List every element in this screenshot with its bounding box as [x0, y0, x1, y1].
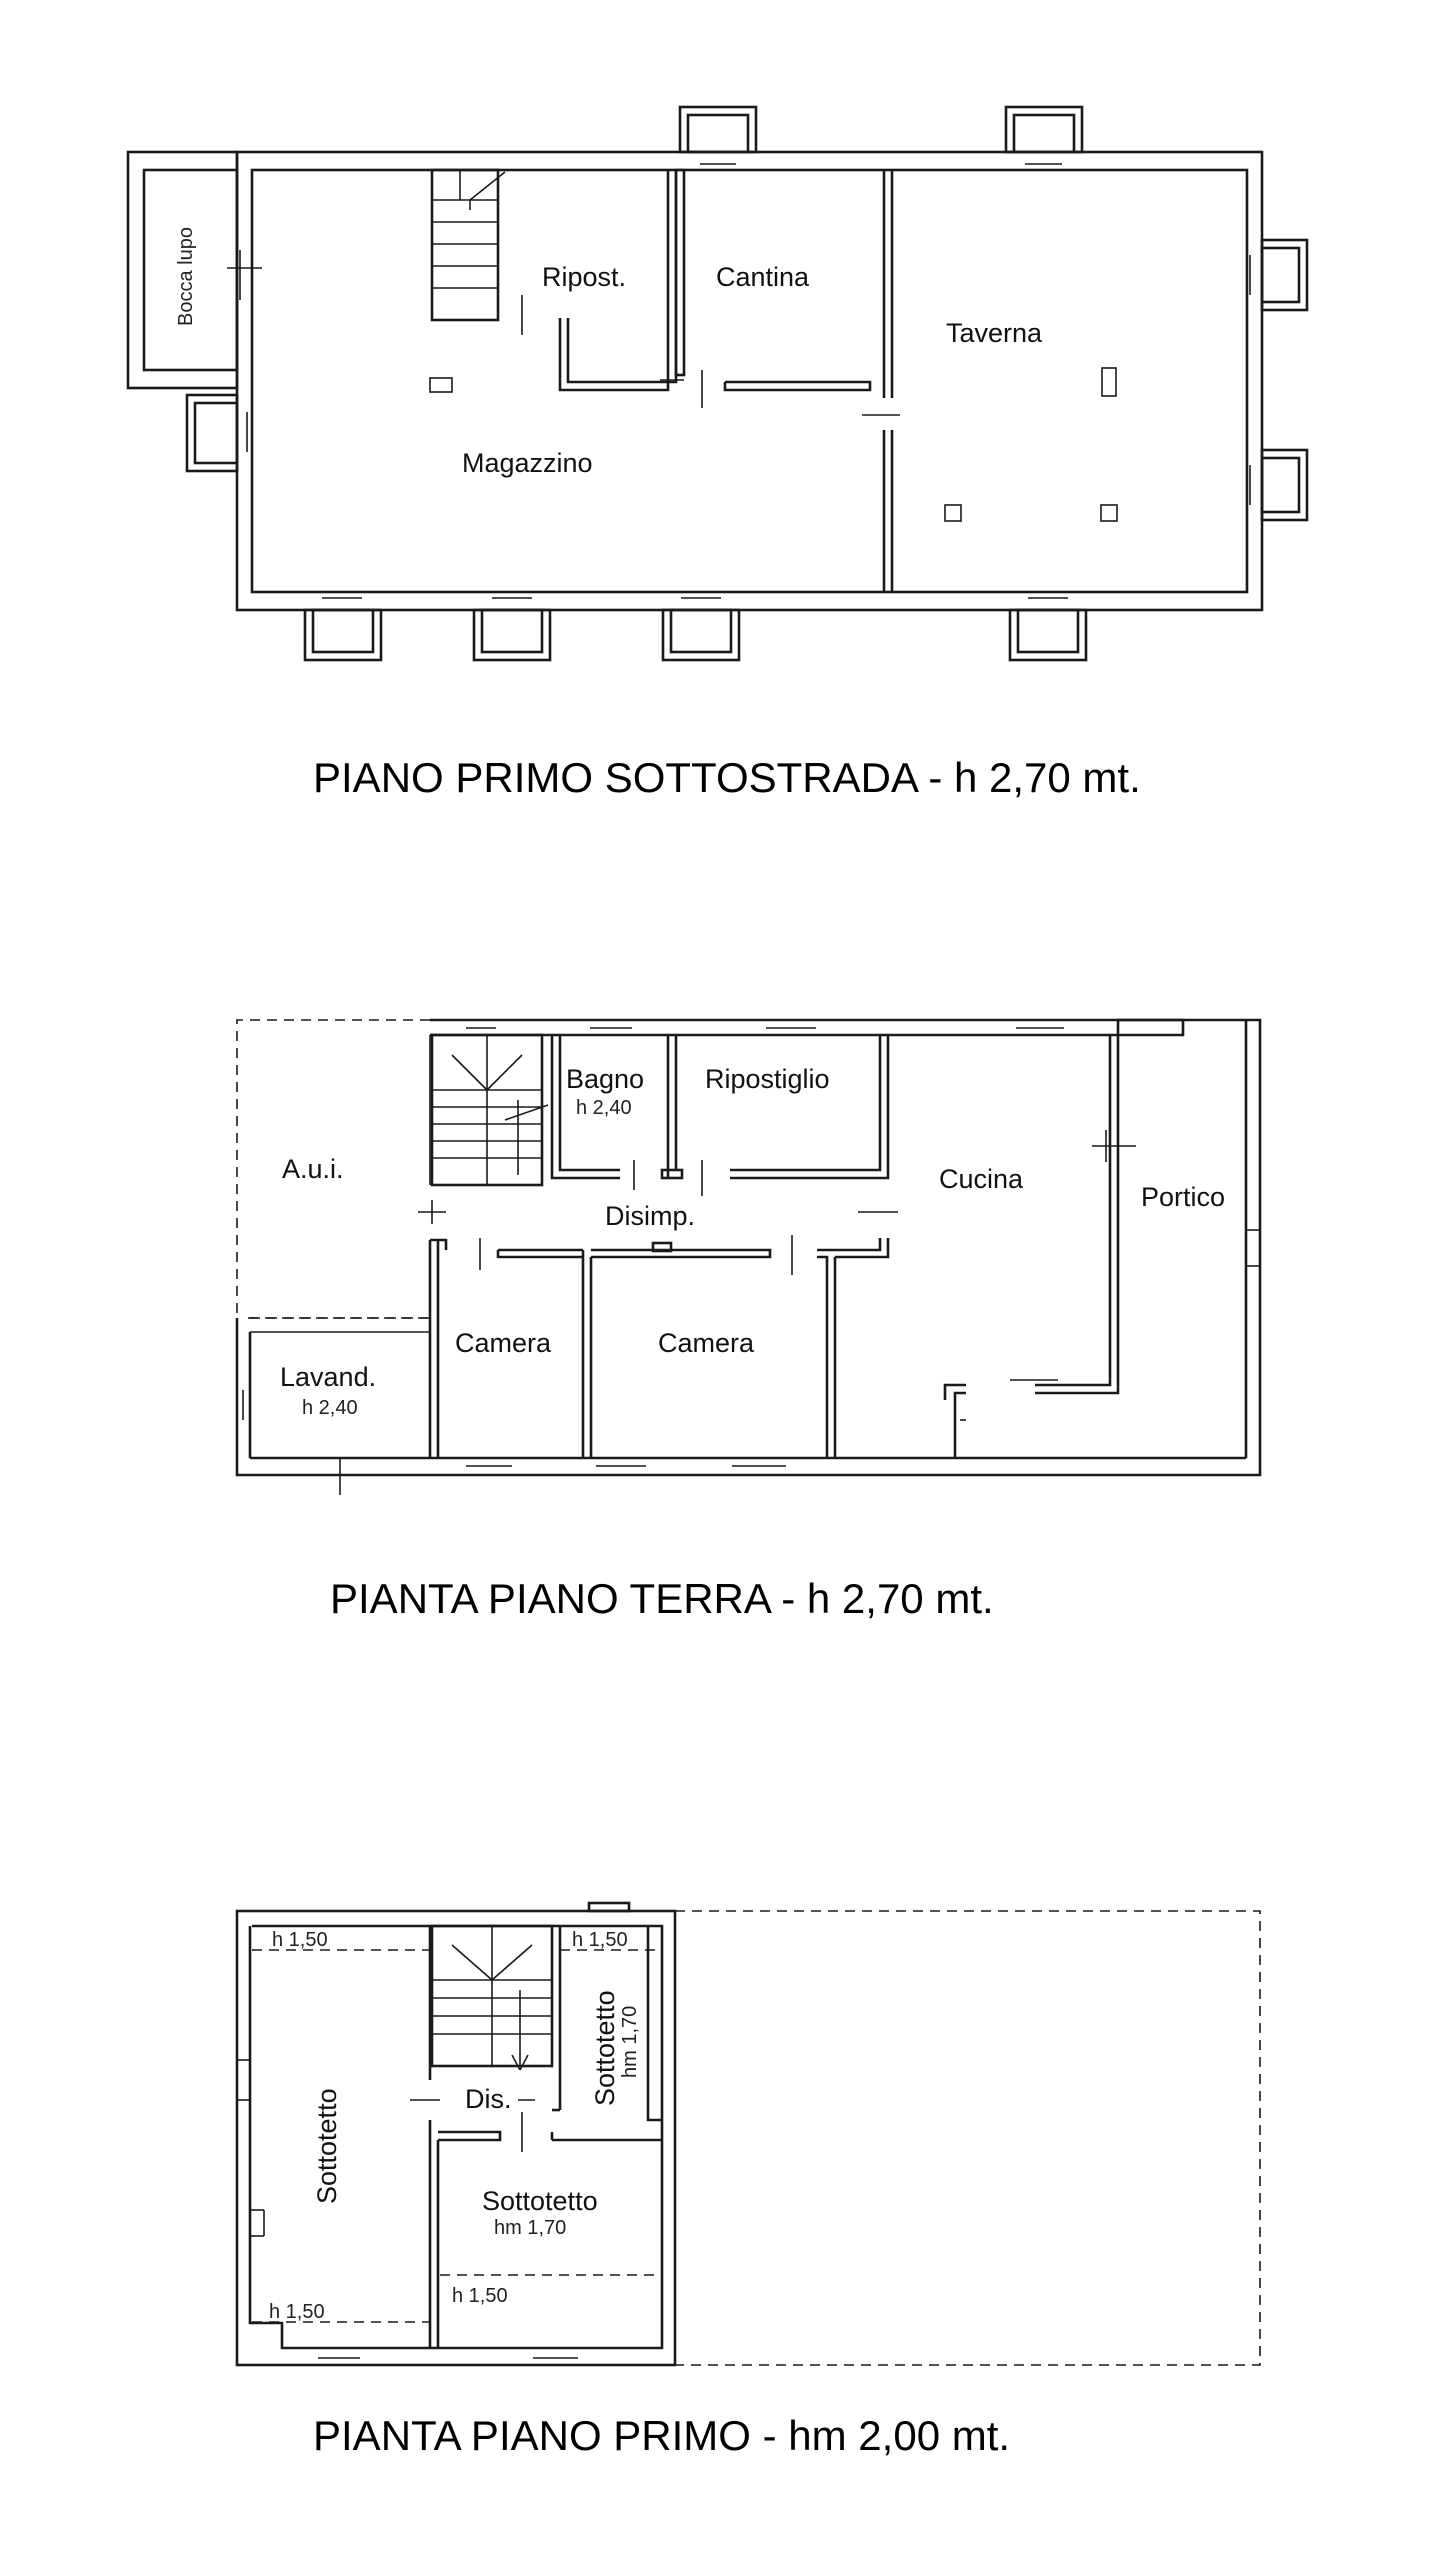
basement-window-bays	[187, 107, 1307, 660]
label-ripost: Ripost.	[542, 262, 627, 292]
label-bagno: Bagno	[566, 1064, 645, 1094]
label-ripostiglio: Ripostiglio	[705, 1064, 830, 1094]
ground-staircase	[430, 1035, 548, 1185]
label-sottotetto-right: Sottotetto	[590, 1990, 620, 2106]
label-magazzino: Magazzino	[462, 448, 593, 478]
label-sottotetto-right-height: hm 1,70	[619, 2005, 641, 2078]
label-sottotetto-center: Sottotetto	[482, 2186, 598, 2216]
ground-interior-walls	[250, 1035, 1246, 1458]
first-staircase	[432, 1926, 552, 2070]
label-lavand-height: h 2,40	[302, 1397, 358, 1419]
label-bagno-height: h 2,40	[576, 1097, 632, 1119]
first-interior-walls	[410, 1926, 662, 2348]
first-floor-plan	[237, 1903, 1260, 2459]
caption-first: PIANTA PIANO PRIMO - hm 2,00 mt.	[313, 2412, 1011, 2459]
label-camera-center: Camera	[658, 1328, 755, 1358]
ground-window-ticks	[243, 1028, 1260, 1495]
first-floor-dashed-outline	[675, 1911, 1260, 2365]
caption-ground: PIANTA PIANO TERRA - h 2,70 mt.	[330, 1575, 994, 1622]
label-sottotetto-center-height: hm 1,70	[494, 2217, 567, 2239]
label-aui: A.u.i.	[282, 1154, 344, 1184]
label-h150-bottom-left: h 1,50	[269, 2301, 325, 2323]
caption-basement: PIANO PRIMO SOTTOSTRADA - h 2,70 mt.	[313, 754, 1141, 801]
label-cucina: Cucina	[939, 1164, 1024, 1194]
label-disimp: Disimp.	[605, 1201, 696, 1231]
label-taverna: Taverna	[946, 318, 1043, 348]
label-h150-bottom-center: h 1,50	[452, 2285, 508, 2307]
label-bocca-lupo: Bocca lupo	[175, 227, 197, 326]
basement-interior-walls	[430, 170, 1117, 592]
ground-floor-plan	[237, 1020, 1260, 1622]
basement-staircase	[432, 170, 505, 320]
label-dis: Dis.	[465, 2084, 512, 2114]
basement-floor-plan	[128, 107, 1307, 801]
label-h150-top-right: h 1,50	[572, 1929, 628, 1951]
label-lavand: Lavand.	[280, 1362, 377, 1392]
label-camera-left: Camera	[455, 1328, 552, 1358]
label-cantina: Cantina	[716, 262, 810, 292]
label-sottotetto-left: Sottotetto	[312, 2088, 342, 2204]
label-h150-top-left: h 1,50	[272, 1929, 328, 1951]
label-portico: Portico	[1141, 1182, 1226, 1212]
